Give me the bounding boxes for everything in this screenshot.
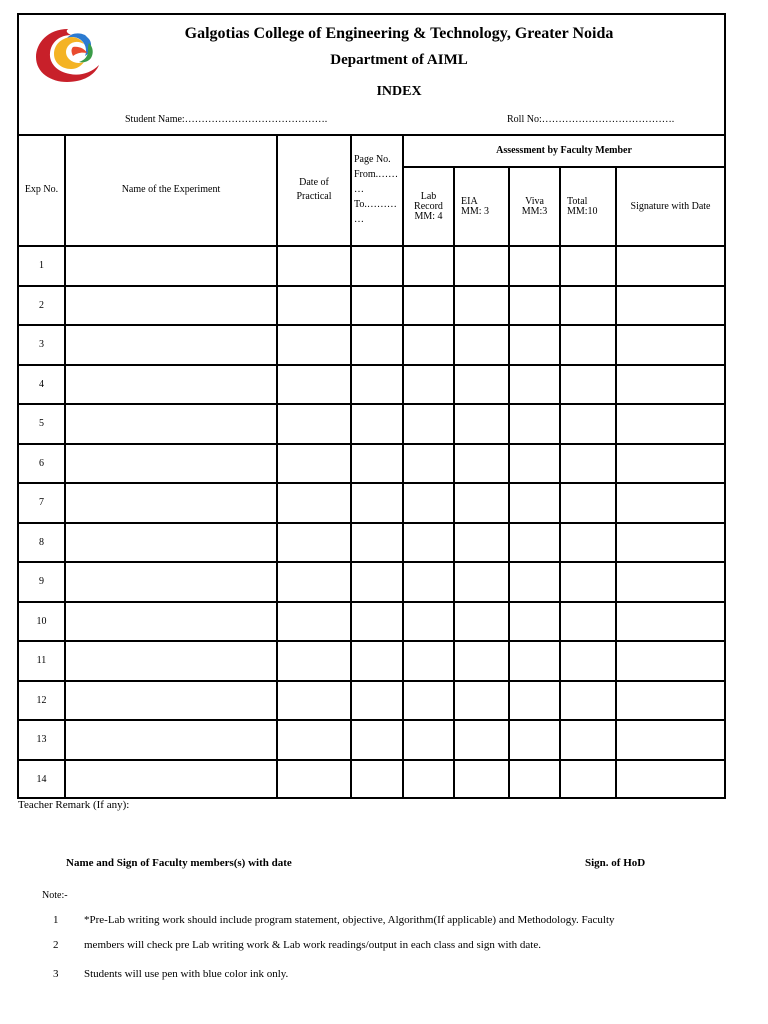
entry-cell[interactable] bbox=[454, 523, 509, 563]
exp-number-cell: 4 bbox=[19, 365, 65, 405]
entry-cell[interactable] bbox=[616, 641, 724, 681]
entry-cell[interactable] bbox=[351, 246, 403, 286]
entry-cell[interactable] bbox=[616, 404, 724, 444]
entry-cell[interactable] bbox=[616, 246, 724, 286]
note-text: members will check pre Lab writing work & Lab work readings/output in each class and sign with date. bbox=[84, 939, 541, 951]
department-name: Department of AIML bbox=[330, 52, 468, 68]
table-row bbox=[19, 286, 724, 326]
entry-cell[interactable] bbox=[277, 286, 351, 326]
entry-cell[interactable] bbox=[616, 562, 724, 602]
exp-number-cell: 1 bbox=[19, 246, 65, 286]
note-number: 2 bbox=[53, 939, 59, 951]
exp-number-cell: 6 bbox=[19, 444, 65, 484]
table-row bbox=[19, 444, 724, 484]
entry-cell[interactable] bbox=[351, 444, 403, 484]
hod-sign-label: Sign. of HoD bbox=[585, 857, 646, 869]
entry-cell[interactable] bbox=[277, 404, 351, 444]
header-page-line-2: From.…… bbox=[354, 169, 399, 180]
header-date-line-1: Date of bbox=[299, 176, 329, 188]
entry-cell[interactable] bbox=[509, 720, 560, 760]
sheet-header bbox=[19, 15, 724, 136]
table-row bbox=[19, 325, 724, 365]
header-exp-no: Exp No. bbox=[19, 134, 65, 246]
entry-cell[interactable] bbox=[65, 602, 277, 642]
faculty-sign-label: Name and Sign of Faculty members(s) with date bbox=[66, 857, 292, 869]
entry-cell[interactable] bbox=[403, 483, 454, 523]
entry-cell[interactable] bbox=[454, 602, 509, 642]
entry-cell[interactable] bbox=[277, 444, 351, 484]
entry-cell[interactable] bbox=[277, 365, 351, 405]
header-page-line-3: … bbox=[354, 184, 364, 195]
entry-cell[interactable] bbox=[351, 325, 403, 365]
entry-cell[interactable] bbox=[454, 286, 509, 326]
header-viva-line-1: Viva bbox=[525, 195, 544, 207]
entry-cell[interactable] bbox=[403, 562, 454, 602]
teacher-remark-label: Teacher Remark (If any): bbox=[18, 799, 130, 811]
header-eia bbox=[454, 167, 509, 246]
entry-cell[interactable] bbox=[351, 483, 403, 523]
roll-no-field[interactable]: Roll No:…………………………………. bbox=[507, 114, 675, 125]
entry-cell[interactable] bbox=[403, 523, 454, 563]
entry-cell[interactable] bbox=[454, 444, 509, 484]
entry-cell[interactable] bbox=[454, 404, 509, 444]
entry-cell[interactable] bbox=[277, 523, 351, 563]
entry-cell[interactable] bbox=[560, 444, 616, 484]
entry-cell[interactable] bbox=[403, 681, 454, 721]
exp-number-cell: 13 bbox=[19, 720, 65, 760]
header-page-no bbox=[351, 134, 403, 246]
entry-cell[interactable] bbox=[65, 681, 277, 721]
entry-cell[interactable] bbox=[560, 365, 616, 405]
entry-cell[interactable] bbox=[403, 286, 454, 326]
entry-cell[interactable] bbox=[403, 760, 454, 800]
entry-cell[interactable] bbox=[509, 286, 560, 326]
exp-number-cell: 3 bbox=[19, 325, 65, 365]
entry-cell[interactable] bbox=[403, 720, 454, 760]
header-page-line-4: To.……… bbox=[354, 199, 397, 210]
entry-cell[interactable] bbox=[65, 562, 277, 602]
entry-cell[interactable] bbox=[509, 483, 560, 523]
exp-number-cell: 12 bbox=[19, 681, 65, 721]
page-title: INDEX bbox=[376, 84, 422, 99]
table-row bbox=[19, 681, 724, 721]
note-text: Students will use pen with blue color ink only. bbox=[84, 968, 289, 980]
entry-cell[interactable] bbox=[277, 760, 351, 800]
entry-cell[interactable] bbox=[351, 365, 403, 405]
entry-cell[interactable] bbox=[65, 523, 277, 563]
exp-number-cell: 11 bbox=[19, 641, 65, 681]
entry-cell[interactable] bbox=[616, 602, 724, 642]
entry-cell[interactable] bbox=[509, 760, 560, 800]
entry-cell[interactable] bbox=[277, 641, 351, 681]
header-total-line-2: MM:10 bbox=[567, 205, 598, 217]
entry-cell[interactable] bbox=[454, 562, 509, 602]
header-eia-line-2: MM: 3 bbox=[461, 205, 490, 217]
header-viva bbox=[509, 167, 560, 246]
header-page-line-5: … bbox=[354, 214, 364, 225]
header-assessment: Assessment by Faculty Member bbox=[403, 134, 724, 167]
header-total bbox=[560, 167, 616, 246]
table-row bbox=[19, 760, 724, 800]
table-row bbox=[19, 483, 724, 523]
entry-cell[interactable] bbox=[65, 325, 277, 365]
student-name-field[interactable]: Student Name:……………………………………. bbox=[125, 114, 328, 125]
entry-cell[interactable] bbox=[616, 483, 724, 523]
table-row bbox=[19, 365, 724, 405]
exp-number-cell: 9 bbox=[19, 562, 65, 602]
header-date-line-2: Practical bbox=[296, 190, 332, 202]
header-experiment-name: Name of the Experiment bbox=[65, 134, 277, 246]
entry-cell[interactable] bbox=[616, 365, 724, 405]
entry-cell[interactable] bbox=[403, 404, 454, 444]
entry-cell[interactable] bbox=[509, 562, 560, 602]
header-lab-record bbox=[403, 167, 454, 246]
entry-cell[interactable] bbox=[65, 246, 277, 286]
header-date-of-practical bbox=[277, 134, 351, 246]
entry-cell[interactable] bbox=[277, 602, 351, 642]
entry-cell[interactable] bbox=[616, 760, 724, 800]
entry-cell[interactable] bbox=[560, 760, 616, 800]
entry-cell[interactable] bbox=[403, 365, 454, 405]
entry-cell[interactable] bbox=[277, 325, 351, 365]
entry-cell[interactable] bbox=[560, 246, 616, 286]
entry-cell[interactable] bbox=[277, 246, 351, 286]
entry-cell[interactable] bbox=[616, 720, 724, 760]
note-number: 1 bbox=[53, 914, 59, 926]
entry-cell[interactable] bbox=[351, 760, 403, 800]
header-signature: Signature with Date bbox=[616, 167, 724, 246]
table-row bbox=[19, 641, 724, 681]
entry-cell[interactable] bbox=[560, 523, 616, 563]
table-row bbox=[19, 523, 724, 563]
header-viva-line-2: MM:3 bbox=[521, 205, 548, 217]
entry-cell[interactable] bbox=[65, 641, 277, 681]
entry-cell[interactable] bbox=[277, 720, 351, 760]
table-row bbox=[19, 246, 724, 286]
note-number: 3 bbox=[53, 968, 59, 980]
entry-cell[interactable] bbox=[509, 325, 560, 365]
entry-cell[interactable] bbox=[560, 681, 616, 721]
entry-cell[interactable] bbox=[560, 286, 616, 326]
table-body bbox=[19, 246, 724, 799]
entry-cell[interactable] bbox=[454, 365, 509, 405]
entry-cell[interactable] bbox=[509, 641, 560, 681]
entry-cell[interactable] bbox=[65, 483, 277, 523]
entry-cell[interactable] bbox=[277, 681, 351, 721]
entry-cell[interactable] bbox=[351, 641, 403, 681]
entry-cell[interactable] bbox=[403, 602, 454, 642]
experiment-index-table bbox=[19, 134, 724, 799]
exp-number-cell: 10 bbox=[19, 602, 65, 642]
entry-cell[interactable] bbox=[351, 681, 403, 721]
entry-cell[interactable] bbox=[351, 404, 403, 444]
entry-cell[interactable] bbox=[560, 483, 616, 523]
entry-cell[interactable] bbox=[616, 444, 724, 484]
entry-cell[interactable] bbox=[351, 720, 403, 760]
entry-cell[interactable] bbox=[560, 720, 616, 760]
entry-cell[interactable] bbox=[560, 404, 616, 444]
table-row bbox=[19, 720, 724, 760]
entry-cell[interactable] bbox=[616, 681, 724, 721]
entry-cell[interactable] bbox=[351, 562, 403, 602]
entry-cell[interactable] bbox=[616, 523, 724, 563]
exp-number-cell: 7 bbox=[19, 483, 65, 523]
entry-cell[interactable] bbox=[351, 602, 403, 642]
header-lab-line-2: Record bbox=[414, 200, 443, 212]
entry-cell[interactable] bbox=[403, 246, 454, 286]
entry-cell[interactable] bbox=[560, 602, 616, 642]
college-name: Galgotias College of Engineering & Technology, Greater Noida bbox=[184, 25, 614, 42]
note-text: *Pre-Lab writing work should include program statement, objective, Algorithm(If applicable) and Methodology. Faculty bbox=[84, 914, 615, 926]
header-eia-line-1: EIA bbox=[461, 195, 478, 207]
header-lab-line-1: Lab bbox=[420, 190, 437, 202]
entry-cell[interactable] bbox=[560, 641, 616, 681]
entry-cell[interactable] bbox=[509, 523, 560, 563]
entry-cell[interactable] bbox=[403, 325, 454, 365]
entry-cell[interactable] bbox=[509, 246, 560, 286]
entry-cell[interactable] bbox=[65, 286, 277, 326]
entry-cell[interactable] bbox=[65, 404, 277, 444]
entry-cell[interactable] bbox=[509, 602, 560, 642]
table-row bbox=[19, 404, 724, 444]
entry-cell[interactable] bbox=[351, 286, 403, 326]
exp-number-cell: 14 bbox=[19, 760, 65, 800]
exp-number-cell: 8 bbox=[19, 523, 65, 563]
entry-cell[interactable] bbox=[509, 444, 560, 484]
table-row bbox=[19, 602, 724, 642]
entry-cell[interactable] bbox=[403, 444, 454, 484]
entry-cell[interactable] bbox=[65, 760, 277, 800]
entry-cell[interactable] bbox=[65, 365, 277, 405]
header-total-line-1: Total bbox=[567, 195, 588, 207]
exp-number-cell: 2 bbox=[19, 286, 65, 326]
entry-cell[interactable] bbox=[509, 681, 560, 721]
entry-cell[interactable] bbox=[454, 246, 509, 286]
entry-cell[interactable] bbox=[65, 720, 277, 760]
entry-cell[interactable] bbox=[560, 325, 616, 365]
entry-cell[interactable] bbox=[454, 325, 509, 365]
note-label: Note:- bbox=[42, 890, 68, 901]
entry-cell[interactable] bbox=[616, 325, 724, 365]
exp-number-cell: 5 bbox=[19, 404, 65, 444]
entry-cell[interactable] bbox=[560, 562, 616, 602]
entry-cell[interactable] bbox=[403, 641, 454, 681]
index-sheet bbox=[17, 13, 726, 799]
header-lab-line-3: MM: 4 bbox=[414, 210, 443, 222]
entry-cell[interactable] bbox=[454, 720, 509, 760]
entry-cell[interactable] bbox=[454, 641, 509, 681]
entry-cell[interactable] bbox=[454, 483, 509, 523]
entry-cell[interactable] bbox=[509, 404, 560, 444]
entry-cell[interactable] bbox=[454, 760, 509, 800]
entry-cell[interactable] bbox=[277, 483, 351, 523]
entry-cell[interactable] bbox=[509, 365, 560, 405]
entry-cell[interactable] bbox=[616, 286, 724, 326]
header-page-line-1: Page No. bbox=[354, 154, 391, 165]
entry-cell[interactable] bbox=[277, 562, 351, 602]
entry-cell[interactable] bbox=[454, 681, 509, 721]
table-row bbox=[19, 562, 724, 602]
entry-cell[interactable] bbox=[351, 523, 403, 563]
entry-cell[interactable] bbox=[65, 444, 277, 484]
